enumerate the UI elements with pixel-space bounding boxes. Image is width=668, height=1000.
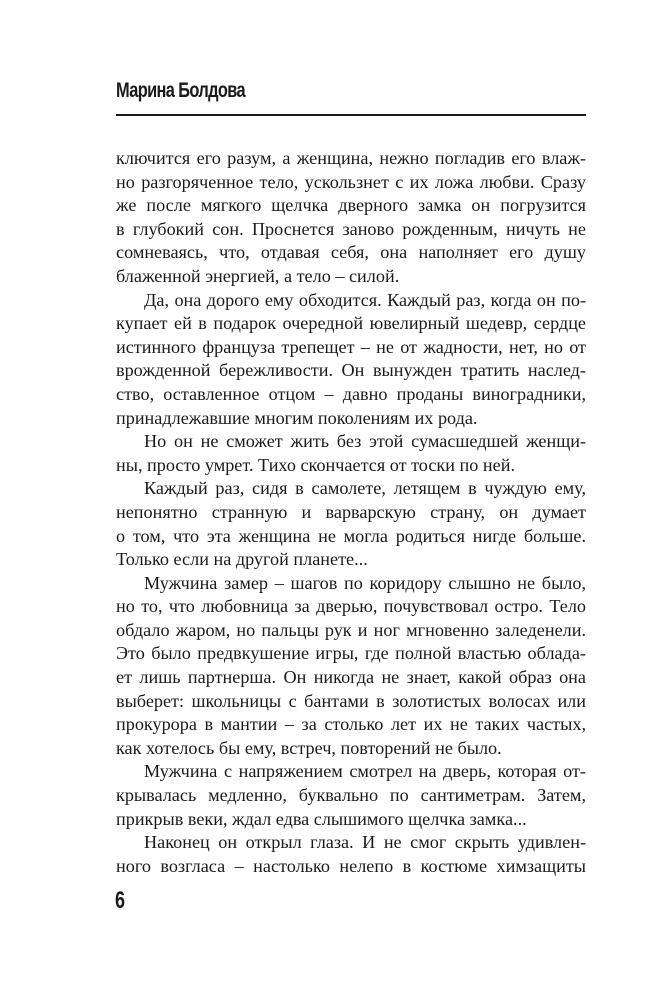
text-line: прокурора в мантии – за столько лет их не таких частых, [116, 714, 586, 735]
paragraph [116, 760, 586, 831]
paragraph [116, 430, 586, 477]
text-line: крывалась медленно, буквально по сантиметрам. Затем, [116, 785, 586, 806]
text-line: ство, оставленное отцом – давно проданы виноградники, [116, 383, 586, 404]
paragraph [116, 147, 586, 289]
page-number: 6 [115, 887, 126, 914]
text-line: Но он не сможет жить без этой сумасшедшей женщи- [144, 431, 586, 452]
text-line: ет лишь партнерша. Он никогда не знает, какой образ она [116, 667, 586, 688]
text-line: но разгоряченное тело, ускользнет с их ложа любви. Сразу [116, 171, 586, 192]
main-text [116, 147, 586, 878]
paragraph [116, 477, 586, 571]
text-line: принадлежавшие многим поколениям их рода. [116, 407, 478, 428]
running-title-author: Марина Болдова [116, 79, 245, 102]
header-rule [116, 114, 586, 116]
text-line: как хотелось бы ему, встреч, повторений не было. [116, 737, 502, 758]
text-line: непонятно странную и варварскую страну, он думает [116, 501, 586, 522]
text-line: Это было предвкушение игры, где полной властью облада- [116, 643, 586, 664]
text-line: Каждый раз, сидя в самолете, летящем в чуждую ему, [144, 478, 586, 499]
text-line: блаженной энергией, а тело – силой. [116, 265, 400, 286]
text-line: прикрыв веки, ждал едва слышимого щелчка замка... [116, 808, 527, 829]
text-line: Наконец он открыл глаза. И не смог скрыть удивлен- [144, 832, 586, 853]
text-line: Мужчина замер – шагов по коридору слышно не было, [144, 572, 586, 593]
text-line: о том, что эта женщина не могла родиться нигде больше. [116, 525, 586, 546]
text-line: врожденной бережливости. Он вынужден тратить наслед- [116, 360, 586, 381]
text-line: Мужчина с напряжением смотрел на дверь, которая от- [144, 761, 586, 782]
text-line: сомневаясь, что, отдавая себя, она наполняет его душу [116, 242, 586, 263]
text-line: же после мягкого щелчка дверного замка он погрузится [116, 195, 586, 216]
paragraph [116, 831, 586, 878]
text-line: ны, просто умрет. Тихо скончается от тоски по ней. [116, 454, 515, 475]
text-line: купает ей в подарок очередной ювелирный шедевр, сердце [116, 313, 586, 334]
paragraph [116, 572, 586, 761]
page-header [116, 78, 586, 104]
text-line: обдало жаром, но пальцы рук и ног мгновенно заледенели. [116, 619, 586, 640]
text-line: Да, она дорого ему обходится. Каждый раз, когда он по- [144, 289, 586, 310]
text-line: Только если на другой планете... [116, 549, 368, 570]
text-line: истинного француза трепещет – не от жадности, нет, но от [116, 336, 586, 357]
text-line: в глубокий сон. Проснется заново рожденным, ничуть не [116, 218, 586, 239]
text-line: ключится его разум, а женщина, нежно погладив его влаж- [116, 148, 586, 168]
text-line: ного возгласа – настолько нелепо в костюме химзащиты [116, 855, 586, 876]
text-line: выберет: школьницы с бантами в золотистых волосах или [116, 690, 586, 711]
paragraph [116, 289, 586, 431]
text-line: но то, что любовница за дверью, почувствовал остро. Тело [116, 596, 586, 617]
